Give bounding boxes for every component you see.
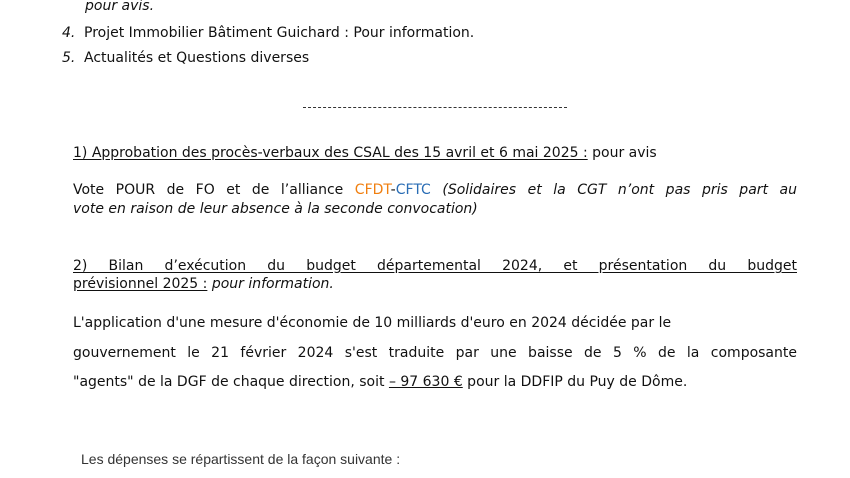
agenda-item-5-number: 5.: [62, 50, 76, 66]
section1-vote-line2: vote en raison de leur absence à la seconde convocation): [73, 201, 478, 217]
vote-prefix: Vote POUR de FO et de l’alliance: [73, 182, 355, 198]
para-line3-tail: pour la DDFIP du Puy de Dôme.: [462, 374, 688, 390]
section2-heading-underlined: prévisionnel 2025 :: [73, 276, 208, 292]
section1-vote-line1: [73, 182, 797, 198]
budget-amount: – 97 630 €: [388, 374, 463, 390]
section1-heading-underlined: 1) Approbation des procès-verbaux des CSAL des 15 avril et 6 mai 2025 :: [73, 145, 588, 161]
vote-italic-line1: (Solidaires et la CGT n’ont pas pris part au: [430, 182, 797, 198]
separator-line: [303, 107, 567, 108]
expenses-caption: Les dépenses se répartissent de la façon suivante :: [81, 451, 401, 467]
agenda-item3-tail: pour avis.: [85, 0, 155, 14]
cfdt-cftc-dash: -: [390, 182, 396, 198]
agenda-item-4-number: 4.: [62, 25, 76, 41]
section2-heading-line1: 2) Bilan d’exécution du budget départemental 2024, et présentation du budget: [73, 258, 797, 274]
section2-para-line3: [73, 374, 687, 390]
agenda-item-4-text: Projet Immobilier Bâtiment Guichard : Pour information.: [84, 25, 475, 41]
section2-para-line1: L'application d'une mesure d'économie de 10 milliards d'euro en 2024 décidée par le: [73, 315, 672, 331]
cfdt-label: CFDT: [354, 182, 391, 198]
section2-para-line2: gouvernement le 21 février 2024 s'est traduite par une baisse de 5 % de la composante: [73, 345, 797, 361]
para-line3-prefix: "agents" de la DGF de chaque direction, soit: [73, 374, 389, 390]
agenda-item-5: [62, 50, 309, 66]
section2-heading-tail: pour information.: [207, 276, 334, 292]
agenda-item-5-text: Actualités et Questions diverses: [84, 50, 310, 66]
cftc-label: CFTC: [395, 182, 431, 198]
section1-heading: [73, 145, 657, 161]
agenda-item-4: [62, 25, 474, 41]
section1-heading-tail: pour avis: [587, 145, 657, 161]
section2-heading-line2: [73, 276, 334, 292]
